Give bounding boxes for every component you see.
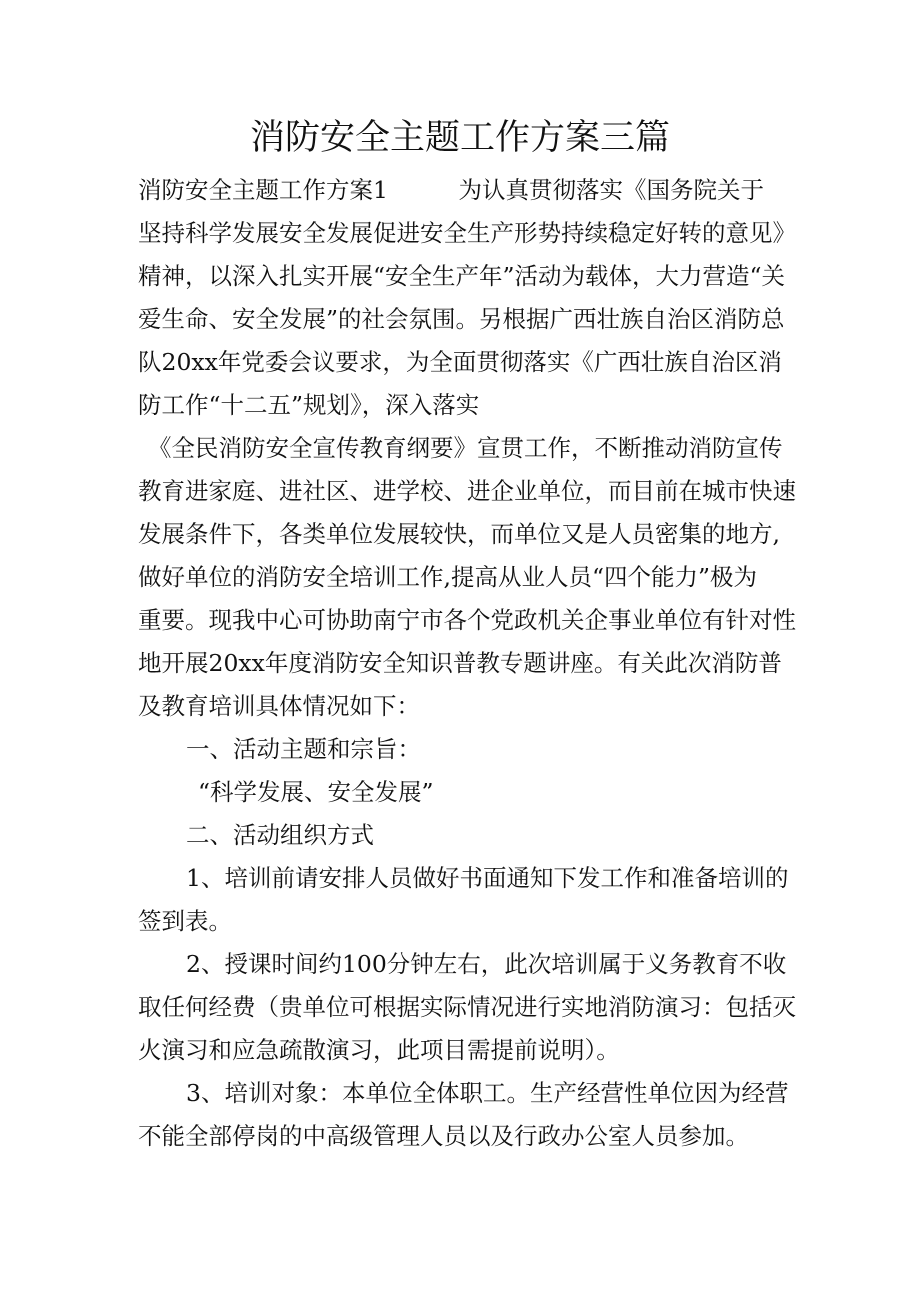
theme-slogan: “科学发展、安全发展” bbox=[198, 778, 434, 806]
paragraph-line: 发展条件下，各类单位发展较快，而单位又是人员密集的地方, bbox=[138, 520, 780, 548]
paragraph-line: 坚持科学发展安全发展促进安全生产形势持续稳定好转的意见》 bbox=[138, 219, 796, 247]
paragraph-line: 队20xx年党委会议要求，为全面贯彻落实《广西壮族自治区消 bbox=[138, 348, 782, 376]
paragraph-line: 消防安全主题工作方案1 为认真贯彻落实《国务院关于 bbox=[138, 176, 764, 204]
paragraph-line: 《全民消防安全宣传教育纲要》宣贯工作，不断推动消防宣传 bbox=[148, 434, 783, 462]
list-item-line: 3、培训对象：本单位全体职工。生产经营性单位因为经营 bbox=[186, 1079, 789, 1107]
paragraph-line: 教育进家庭、进社区、进学校、进企业单位，而目前在城市快速 bbox=[138, 477, 796, 505]
list-item-line: 1、培训前请安排人员做好书面通知下发工作和准备培训的 bbox=[186, 864, 789, 892]
paragraph-line: 做好单位的消防安全培训工作,提高从业人员“四个能力”极为 bbox=[138, 563, 757, 591]
list-item-line: 不能全部停岗的中高级管理人员以及行政办公室人员参加。 bbox=[138, 1122, 749, 1150]
paragraph-line: 爱生命、安全发展”的社会氛围。另根据广西壮族自治区消防总 bbox=[138, 305, 785, 333]
document-title: 消防安全主题工作方案三篇 bbox=[249, 118, 670, 158]
section-heading: 二、活动组织方式 bbox=[186, 821, 374, 849]
paragraph-line: 地开展20xx年度消防安全知识普教专题讲座。有关此次消防普 bbox=[138, 649, 782, 677]
paragraph-line: 及教育培训具体情况如下： bbox=[138, 692, 420, 720]
section-heading: 一、活动主题和宗旨： bbox=[186, 735, 421, 763]
list-item-line: 2、授课时间约100分钟左右，此次培训属于义务教育不收 bbox=[186, 950, 787, 978]
paragraph-line: 精神，以深入扎实开展“安全生产年”活动为载体，大力营造“关 bbox=[138, 262, 786, 290]
paragraph-line: 防工作“十二五”规划》，深入落实 bbox=[138, 391, 480, 419]
paragraph-line: 重要。现我中心可协助南宁市各个党政机关企事业单位有针对性 bbox=[138, 606, 796, 634]
list-item-line: 取任何经费（贵单位可根据实际情况进行实地消防演习：包括灭 bbox=[138, 993, 796, 1021]
list-item-line: 火演习和应急疏散演习，此项目需提前说明）。 bbox=[138, 1036, 620, 1064]
list-item-line: 签到表。 bbox=[138, 907, 232, 935]
